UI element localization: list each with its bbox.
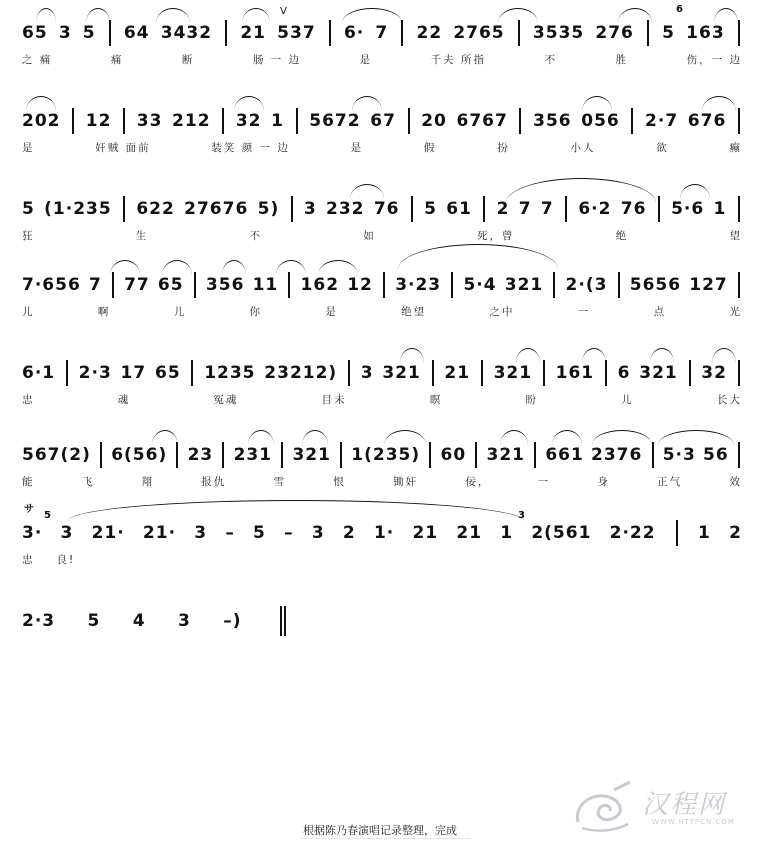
lyric-word: 翔 [141, 476, 155, 488]
note-group: 21· [142, 523, 177, 543]
notes-row [22, 522, 742, 544]
note-group: 1235 [204, 363, 256, 383]
note-group: 5 [22, 199, 35, 219]
note-group: 1 [500, 523, 514, 543]
note-group: 7 [88, 275, 102, 295]
slur [152, 430, 178, 445]
grace-note-mark: 5 [44, 510, 51, 521]
note-group: 2 [342, 523, 356, 543]
note-group: 60 [440, 445, 467, 465]
lyric-word: 绝望 [401, 306, 427, 318]
note-group: –) [223, 611, 242, 631]
slur [500, 430, 528, 445]
lyrics-row [22, 552, 742, 568]
note-group: 321 [382, 363, 421, 383]
barline [225, 20, 227, 46]
note-group: 3 [58, 23, 72, 43]
barline [348, 360, 350, 386]
note-group: 6767 [456, 111, 508, 131]
lyric-word: 正气 [657, 476, 683, 488]
note-group: 32 [701, 363, 727, 383]
note-group: 321 [486, 445, 525, 465]
lyric-word: 盼 [525, 394, 539, 406]
grace-note-mark: 6 [676, 4, 683, 15]
note-group: 2 [729, 523, 742, 543]
note-group: 3 [303, 199, 317, 219]
slur [650, 348, 674, 363]
note-group: 162 [300, 275, 340, 295]
barline [176, 442, 178, 468]
barline [72, 108, 74, 134]
note-group: (1·235 [44, 199, 112, 219]
note-group: 27676 [184, 199, 249, 219]
watermark-url: WWW.HTTPCN.COM [652, 818, 735, 826]
barline [451, 272, 453, 298]
lyrics-row [22, 52, 742, 68]
lyric-word: 一 [537, 476, 551, 488]
note-group: 23212) [264, 363, 338, 383]
credit-note: 根据陈乃春演唱记录整理，完成 [303, 824, 457, 837]
barline [738, 20, 740, 46]
staff-system-1 [22, 6, 742, 96]
note-group: 17 [120, 363, 147, 383]
slur [248, 430, 274, 445]
notes-row [22, 110, 742, 132]
lyric-word: 忠 [22, 394, 35, 406]
note-group: 56 [702, 445, 729, 465]
slur [400, 348, 424, 363]
staff-system-7 [22, 506, 742, 596]
lyric-word: 恨 [333, 476, 346, 488]
lyric-word: 儿 [22, 306, 35, 318]
note-group: 23 [187, 445, 214, 465]
note-group: 65 [22, 23, 48, 43]
barline [738, 108, 740, 134]
note-group: 67 [370, 111, 396, 131]
lyric-word: 飞 [81, 476, 95, 488]
final-barline [280, 606, 282, 636]
note-group: 12 [347, 275, 373, 295]
note-group: 21 [456, 523, 483, 543]
barline [432, 360, 434, 386]
note-group: 5·4 [463, 275, 497, 295]
staff-system-4 [22, 258, 742, 348]
slur [318, 260, 358, 275]
lyric-word: 目未 [321, 394, 347, 406]
note-group: 5 [87, 611, 101, 631]
lyrics-row [22, 392, 742, 408]
note-group: 5·6 [671, 199, 705, 219]
barline [676, 520, 678, 546]
staff-system-5 [22, 346, 742, 436]
slur [702, 96, 736, 111]
note-group: 22 [416, 23, 443, 43]
note-group: 1 [713, 199, 727, 219]
note-group: 61 [446, 199, 472, 219]
barline [553, 272, 555, 298]
note-group: 056 [581, 111, 620, 131]
barline [631, 108, 633, 134]
note-group: 2·(3 [565, 275, 608, 295]
barline [401, 20, 403, 46]
lyric-word: 生 [135, 230, 149, 242]
lyrics-row [22, 304, 742, 320]
lyric-word: 身 [597, 476, 610, 488]
slur [276, 260, 306, 275]
lyric-word: 断 [181, 54, 195, 66]
notes-row [22, 610, 282, 632]
note-group: 32 [235, 111, 262, 131]
lyric-word: 锄奸 [393, 476, 419, 488]
note-group: 7·656 [22, 275, 81, 295]
lyric-word: 奸贼 面前 [95, 142, 151, 154]
note-group: 276 [595, 23, 634, 43]
lyrics-row [22, 474, 742, 490]
note-group: 2·3 [22, 611, 56, 631]
notes-row [22, 198, 742, 220]
barline [618, 272, 620, 298]
staff-system-2 [22, 94, 742, 184]
note-group: 21 [412, 523, 439, 543]
grace-note-mark: 3 [518, 510, 525, 521]
barline [281, 442, 283, 468]
note-group: 567(2) [22, 445, 91, 465]
note-group: 5656 [629, 275, 682, 295]
note-group: 2·22 [609, 523, 656, 543]
note-group: 161 [555, 363, 595, 383]
note-group: 5 [82, 23, 96, 43]
barline [340, 442, 342, 468]
slur [680, 184, 710, 199]
note-group: 21· [91, 523, 125, 543]
note-group: 3 [194, 523, 208, 543]
barline [534, 442, 536, 468]
barline [738, 272, 740, 298]
note-group: 12 [85, 111, 112, 131]
notes-row [22, 444, 742, 466]
note-group: 356 [533, 111, 572, 131]
barline [689, 360, 691, 386]
note-group: 3 [311, 523, 325, 543]
barline [291, 196, 293, 222]
lyric-word: 是 [22, 142, 35, 154]
lyric-word: 儿 [173, 306, 187, 318]
note-group: 3535 [532, 23, 585, 43]
note-group: 5 [662, 23, 676, 43]
barline [518, 20, 520, 46]
note-group: 76 [373, 199, 400, 219]
lyric-word: 忠 [22, 554, 35, 566]
note-group: 76 [620, 199, 647, 219]
lyrics-row [22, 228, 742, 244]
lyric-word: 小人 [570, 142, 596, 154]
note-group: 5 [253, 523, 266, 543]
slur [552, 430, 582, 445]
note-group: 321 [504, 275, 544, 295]
barline [738, 360, 740, 386]
note-group: 5 [424, 199, 437, 219]
barline [647, 20, 649, 46]
note-group: 661 [545, 445, 584, 465]
note-group: 1(235) [351, 445, 421, 465]
note-group: 6 [617, 363, 631, 383]
note-group: 2 [496, 199, 510, 219]
lyric-word: 长大 [716, 394, 742, 406]
barline [100, 442, 102, 468]
barline [329, 20, 331, 46]
note-group: 6·2 [578, 199, 612, 219]
note-group: 2376 [591, 445, 643, 465]
slur [234, 96, 264, 111]
watermark-name: 汉程网 [642, 790, 727, 820]
lyric-word: 魂 [117, 394, 131, 406]
lyric-word: 冤魂 [213, 394, 239, 406]
lyric-word: 效 [729, 476, 742, 488]
lyric-word: 啊 [97, 306, 111, 318]
note-group: 622 [136, 199, 175, 219]
barline [652, 442, 654, 468]
lyric-word: 雪 [273, 476, 287, 488]
barline [222, 108, 224, 134]
lyric-word: 之 痛 [22, 54, 53, 66]
note-group: 3 [178, 611, 191, 631]
lyric-word: 是 [350, 142, 364, 154]
slur [302, 430, 328, 445]
note-group: 2·3 [78, 363, 112, 383]
barline [565, 196, 567, 222]
barline [288, 272, 290, 298]
lyric-word: 胜 [615, 54, 629, 66]
barline [66, 360, 68, 386]
barline [429, 442, 431, 468]
barline [296, 108, 298, 134]
lyric-word: 假 [423, 142, 437, 154]
note-group: – [284, 523, 294, 543]
note-group: 356 [205, 275, 245, 295]
lyric-word: 之中 [489, 306, 515, 318]
barline [109, 20, 111, 46]
lyric-word: 能 [22, 476, 35, 488]
barline [194, 272, 196, 298]
note-group: 64 [123, 23, 150, 43]
note-group: 20 [421, 111, 447, 131]
slur [162, 260, 192, 275]
barline [738, 196, 740, 222]
notes-row [22, 22, 742, 44]
lyric-word: 绝 [615, 230, 629, 242]
lyric-word: 是 [325, 306, 338, 318]
notes-row [22, 274, 742, 296]
slur [592, 430, 652, 445]
slur [26, 96, 56, 111]
barline [222, 442, 224, 468]
barline [605, 360, 607, 386]
lyric-word: 报仇 [201, 476, 227, 488]
note-group: 5672 [309, 111, 361, 131]
note-group: 127 [689, 275, 728, 295]
slur [352, 96, 382, 111]
barline [112, 272, 114, 298]
slur [222, 260, 246, 275]
note-group: 321 [639, 363, 678, 383]
barline [483, 196, 485, 222]
note-group: 77 [124, 275, 150, 295]
barline [383, 272, 385, 298]
lyric-word: 望 [729, 230, 742, 242]
lyric-word: 一 [577, 306, 591, 318]
lyric-word: 欲 [656, 142, 669, 154]
slur [156, 8, 190, 23]
lyric-word: 不 [544, 54, 558, 66]
lyric-word: 癫 [729, 142, 742, 154]
note-group: 65 [154, 363, 181, 383]
slur [242, 8, 270, 23]
barline [481, 360, 483, 386]
note-group: 676 [687, 111, 727, 131]
slur [86, 8, 110, 23]
note-group: 2·7 [645, 111, 679, 131]
note-group: 212 [172, 111, 211, 131]
note-group: 7 [375, 23, 389, 43]
slur [516, 348, 540, 363]
note-group: 2765 [453, 23, 505, 43]
note-group: 6· [343, 23, 365, 43]
lyric-word: 肠 一 边 [252, 54, 302, 66]
slur [714, 8, 738, 23]
slur [384, 430, 426, 445]
free-rhythm-mark: サ [24, 504, 34, 515]
barline [408, 108, 410, 134]
lyric-word: 千夫 所指 [430, 54, 487, 66]
note-group: 321 [292, 445, 331, 465]
lyric-word: 佞， [465, 476, 491, 488]
note-group: 33 [136, 111, 163, 131]
lyric-word: 装笑 颜 一 边 [211, 142, 290, 154]
note-group: 1 [271, 111, 284, 131]
notes-row [22, 362, 742, 384]
note-group: 232 [326, 199, 365, 219]
lyrics-row [22, 140, 742, 156]
barline [658, 196, 660, 222]
breath-mark: V [280, 6, 287, 17]
note-group: 163 [686, 23, 725, 43]
credit-underline [300, 838, 470, 839]
slur [712, 348, 736, 363]
barline [123, 108, 125, 134]
note-group: 321 [493, 363, 533, 383]
note-group: – [225, 523, 235, 543]
note-group: 3432 [160, 23, 213, 43]
note-group: 7 [540, 199, 554, 219]
note-group: 202 [22, 111, 61, 131]
note-group: 6(56) [111, 445, 168, 465]
note-group: 3 [60, 523, 74, 543]
note-group: 5) [257, 199, 280, 219]
barline [191, 360, 193, 386]
lyric-word: 如 [363, 230, 376, 242]
slur [582, 96, 612, 111]
note-group: 2(561 [531, 523, 592, 543]
lyric-word: 伤，一 边 [686, 54, 742, 66]
barline [519, 108, 521, 134]
note-group: 3·23 [395, 275, 442, 295]
barline [411, 196, 413, 222]
lyric-word: 狂 [22, 230, 35, 242]
note-group: 6·1 [22, 363, 56, 383]
slur [36, 8, 56, 23]
lyric-word: 不 [249, 230, 262, 242]
lyric-word: 点 [653, 306, 667, 318]
lyric-word: 是 [359, 54, 373, 66]
slur [582, 348, 606, 363]
note-group: 3· [22, 523, 43, 543]
barline [543, 360, 545, 386]
lyric-word: 儿 [621, 394, 634, 406]
slur [110, 260, 140, 275]
note-group: 4 [132, 611, 146, 631]
note-group: 65 [157, 275, 184, 295]
note-group: 1· [373, 523, 395, 543]
barline [475, 442, 477, 468]
slur [658, 430, 734, 445]
barline [738, 442, 740, 468]
lyric-word: 良! [56, 554, 76, 566]
note-group: 1 [698, 523, 711, 543]
lyric-word: 你 [249, 306, 262, 318]
slur [342, 8, 402, 23]
lyric-word: 光 [729, 306, 742, 318]
lyric-word: 瞑 [429, 394, 443, 406]
note-group: 7 [518, 199, 532, 219]
lyric-word: 痛 [110, 54, 124, 66]
lyric-word: 死，曾 [477, 230, 515, 242]
note-group: 5·3 [662, 445, 696, 465]
note-group: 231 [233, 445, 273, 465]
note-group: 3 [360, 363, 374, 383]
note-group: 537 [277, 23, 316, 43]
note-group: 11 [252, 275, 279, 295]
slur [350, 184, 384, 199]
barline [123, 196, 125, 222]
note-group: 21 [444, 363, 471, 383]
lyric-word: 扮 [497, 142, 510, 154]
note-group: 21 [240, 23, 267, 43]
staff-system-8 [22, 594, 742, 684]
